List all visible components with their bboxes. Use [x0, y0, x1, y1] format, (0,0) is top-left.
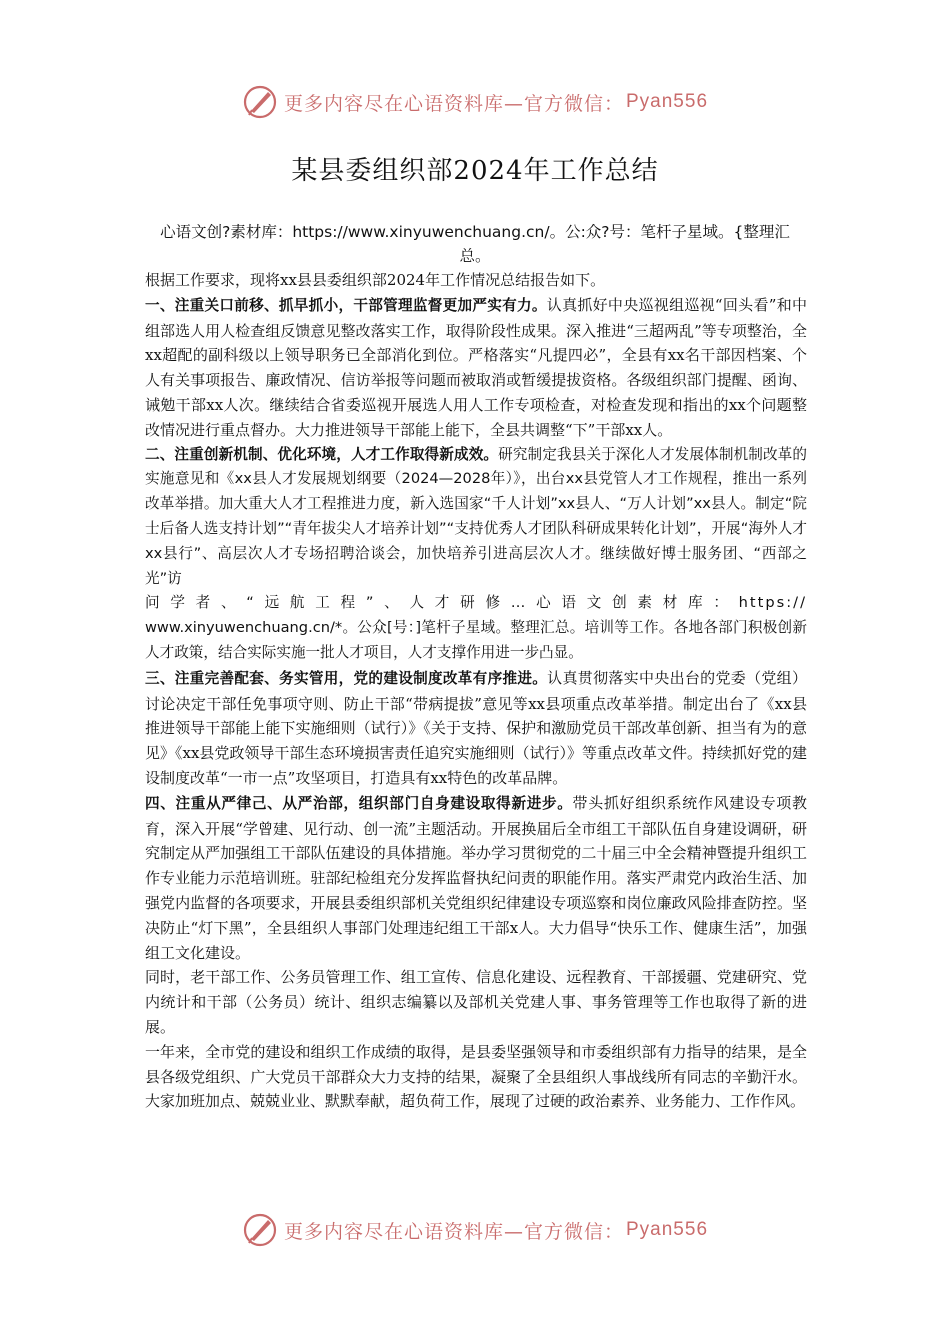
section-3-text: 认真贯彻落实中央出台的党委（党组）讨论决定干部任免事项守则、防止干部“带病提拔”意见等xx县项重点改革举措。制定出台了《xx县推进领导干部能上能下实施细则（试行）》《关于支持、保护和激励党员干部改革创新、担当有为的意见》《xx县党政领导干部生态环境损害责任追究实施细则（试行）》等重点改革文件。持续抓好党的建设制度改革“一市一点”攻坚项目，打造具有xx特色的改革品牌。	[145, 668, 807, 787]
banner-text: 更多内容尽在心语资料库—官方微信：	[283, 92, 624, 115]
quill-pen-logo-icon	[242, 84, 278, 120]
section-1	[145, 293, 807, 443]
section-3	[145, 666, 807, 791]
section-1-text: 认真抓好中央巡视组巡视“回头看”和中组部选人用人检查组反馈意见整改落实工作，取得阶段性成果。深入推进“三超两乱”等专项整治，全xx超配的副科级以上领导职务已全部消化到位。严格落实“凡提四必”，全县有xx名干部因档案、个人有关事项报告、廉政情况、信访举报等问题而被取消或暂缓提拔资格。各级组织部门提醒、函询、诫勉干部xx人次。继续结合省委巡视开展选人用人工作专项检查，对检查发现和指出的xx个问题整改情况进行重点督办。大力推进领导干部能上能下，全县共调整“下”干部xx人。	[145, 295, 807, 439]
header-watermark-banner	[0, 82, 950, 122]
banner-wechat-id: Pyan556	[626, 91, 709, 112]
section-2-heading: 二、注重创新机制、优化环境，人才工作取得新成效。	[145, 445, 499, 463]
section-2-spread-line: 问学者、“远航工程”、人才研修…心语文创素材库：https://	[145, 594, 807, 612]
section-2-text: 研究制定我县关于深化人才发展体制机制改革的实施意见和《xx县人才发展规划纲要（2024—2028年）》，出台xx县党管人才工作规程，推出一系列改革举措。加大重大人才工程推进力度，新入选国家“千人计划”xx县人、“万人计划”xx县人。制定“院士后备人选支持计划”“青年拔尖人才培养计划”“支持优秀人才团队科研成果转化计划”，开展“海外人才xx县行”、高层次人才专场招聘洽谈会，加快培养引进高层次人才。继续做好博士服务团、“西部之光”访	[145, 445, 807, 587]
document-title: 某县委组织部2024年工作总结	[291, 156, 659, 186]
source-line: 心语文创?素材库：https://www.xinyuwenchuang.cn/。公:众?号：笔杆子星域。{整理汇总。	[160, 223, 790, 265]
section-4	[145, 791, 807, 966]
banner-text: 更多内容尽在心语资料库—官方微信：	[283, 1220, 624, 1243]
section-1-heading: 一、注重关口前移、抓早抓小，干部管理监督更加严实有力。	[145, 296, 547, 314]
document-body	[145, 268, 807, 1114]
quill-pen-logo-icon	[242, 1212, 278, 1248]
banner-wechat-id: Pyan556	[626, 1219, 709, 1240]
section-4-heading: 四、注重从严律己、从严治部，组织部门自身建设取得新进步。	[145, 794, 573, 812]
section-3-heading: 三、注重完善配套、务实管用，党的建设制度改革有序推进。	[145, 669, 548, 687]
section-4-text: 带头抓好组织系统作风建设专项教育，深入开展“学曾建、见行动、创一流”主题活动。开展换届后全市组工干部队伍自身建设调研，研究制定从严加强组工干部队伍建设的具体措施。举办学习贯彻党的二十届三中全会精神暨提升组织工作专业能力示范培训班。驻部纪检组充分发挥监督执纪问责的职能作用。落实严肃党内政治生活、加强党内监督的各项要求，开展县委组织部机关党组织纪律建设专项巡察和岗位廉政风险排查防控。坚决防止“灯下黑”，全县组织人事部门处理违纪组工干部x人。大力倡导“快乐工作、健康生活”，加强组工文化建设。	[145, 793, 807, 962]
closing-paragraph: 一年来，全市党的建设和组织工作成绩的取得，是县委坚强领导和市委组织部有力指导的结果，是全县各级党组织、广大党员干部群众大力支持的结果，凝聚了全县组织人事战线所有同志的辛勤汗水。大家加班加点、兢兢业业、默默奉献，超负荷工作，展现了过硬的政治素养、业务能力、工作作风。	[145, 1042, 807, 1111]
section-2-text-after: www.xinyuwenchuang.cn/*。公众[号：]笔杆子星域。整理汇总。培训等工作。各地各部门积极创新人才政策，结合实际实施一批人才项目，人才支撑作用进一步凸显。	[145, 619, 807, 661]
intro-paragraph: 根据工作要求，现将xx县县委组织部2024年工作情况总结报告如下。	[145, 271, 606, 289]
section-2	[145, 443, 807, 592]
footer-watermark-banner	[0, 1210, 950, 1250]
other-work-paragraph: 同时，老干部工作、公务员管理工作、组工宣传、信息化建设、远程教育、干部援疆、党建研究、党内统计和干部（公务员）统计、组织志编纂以及部机关党建人事、事务管理等工作也取得了新的进展。	[145, 968, 807, 1036]
